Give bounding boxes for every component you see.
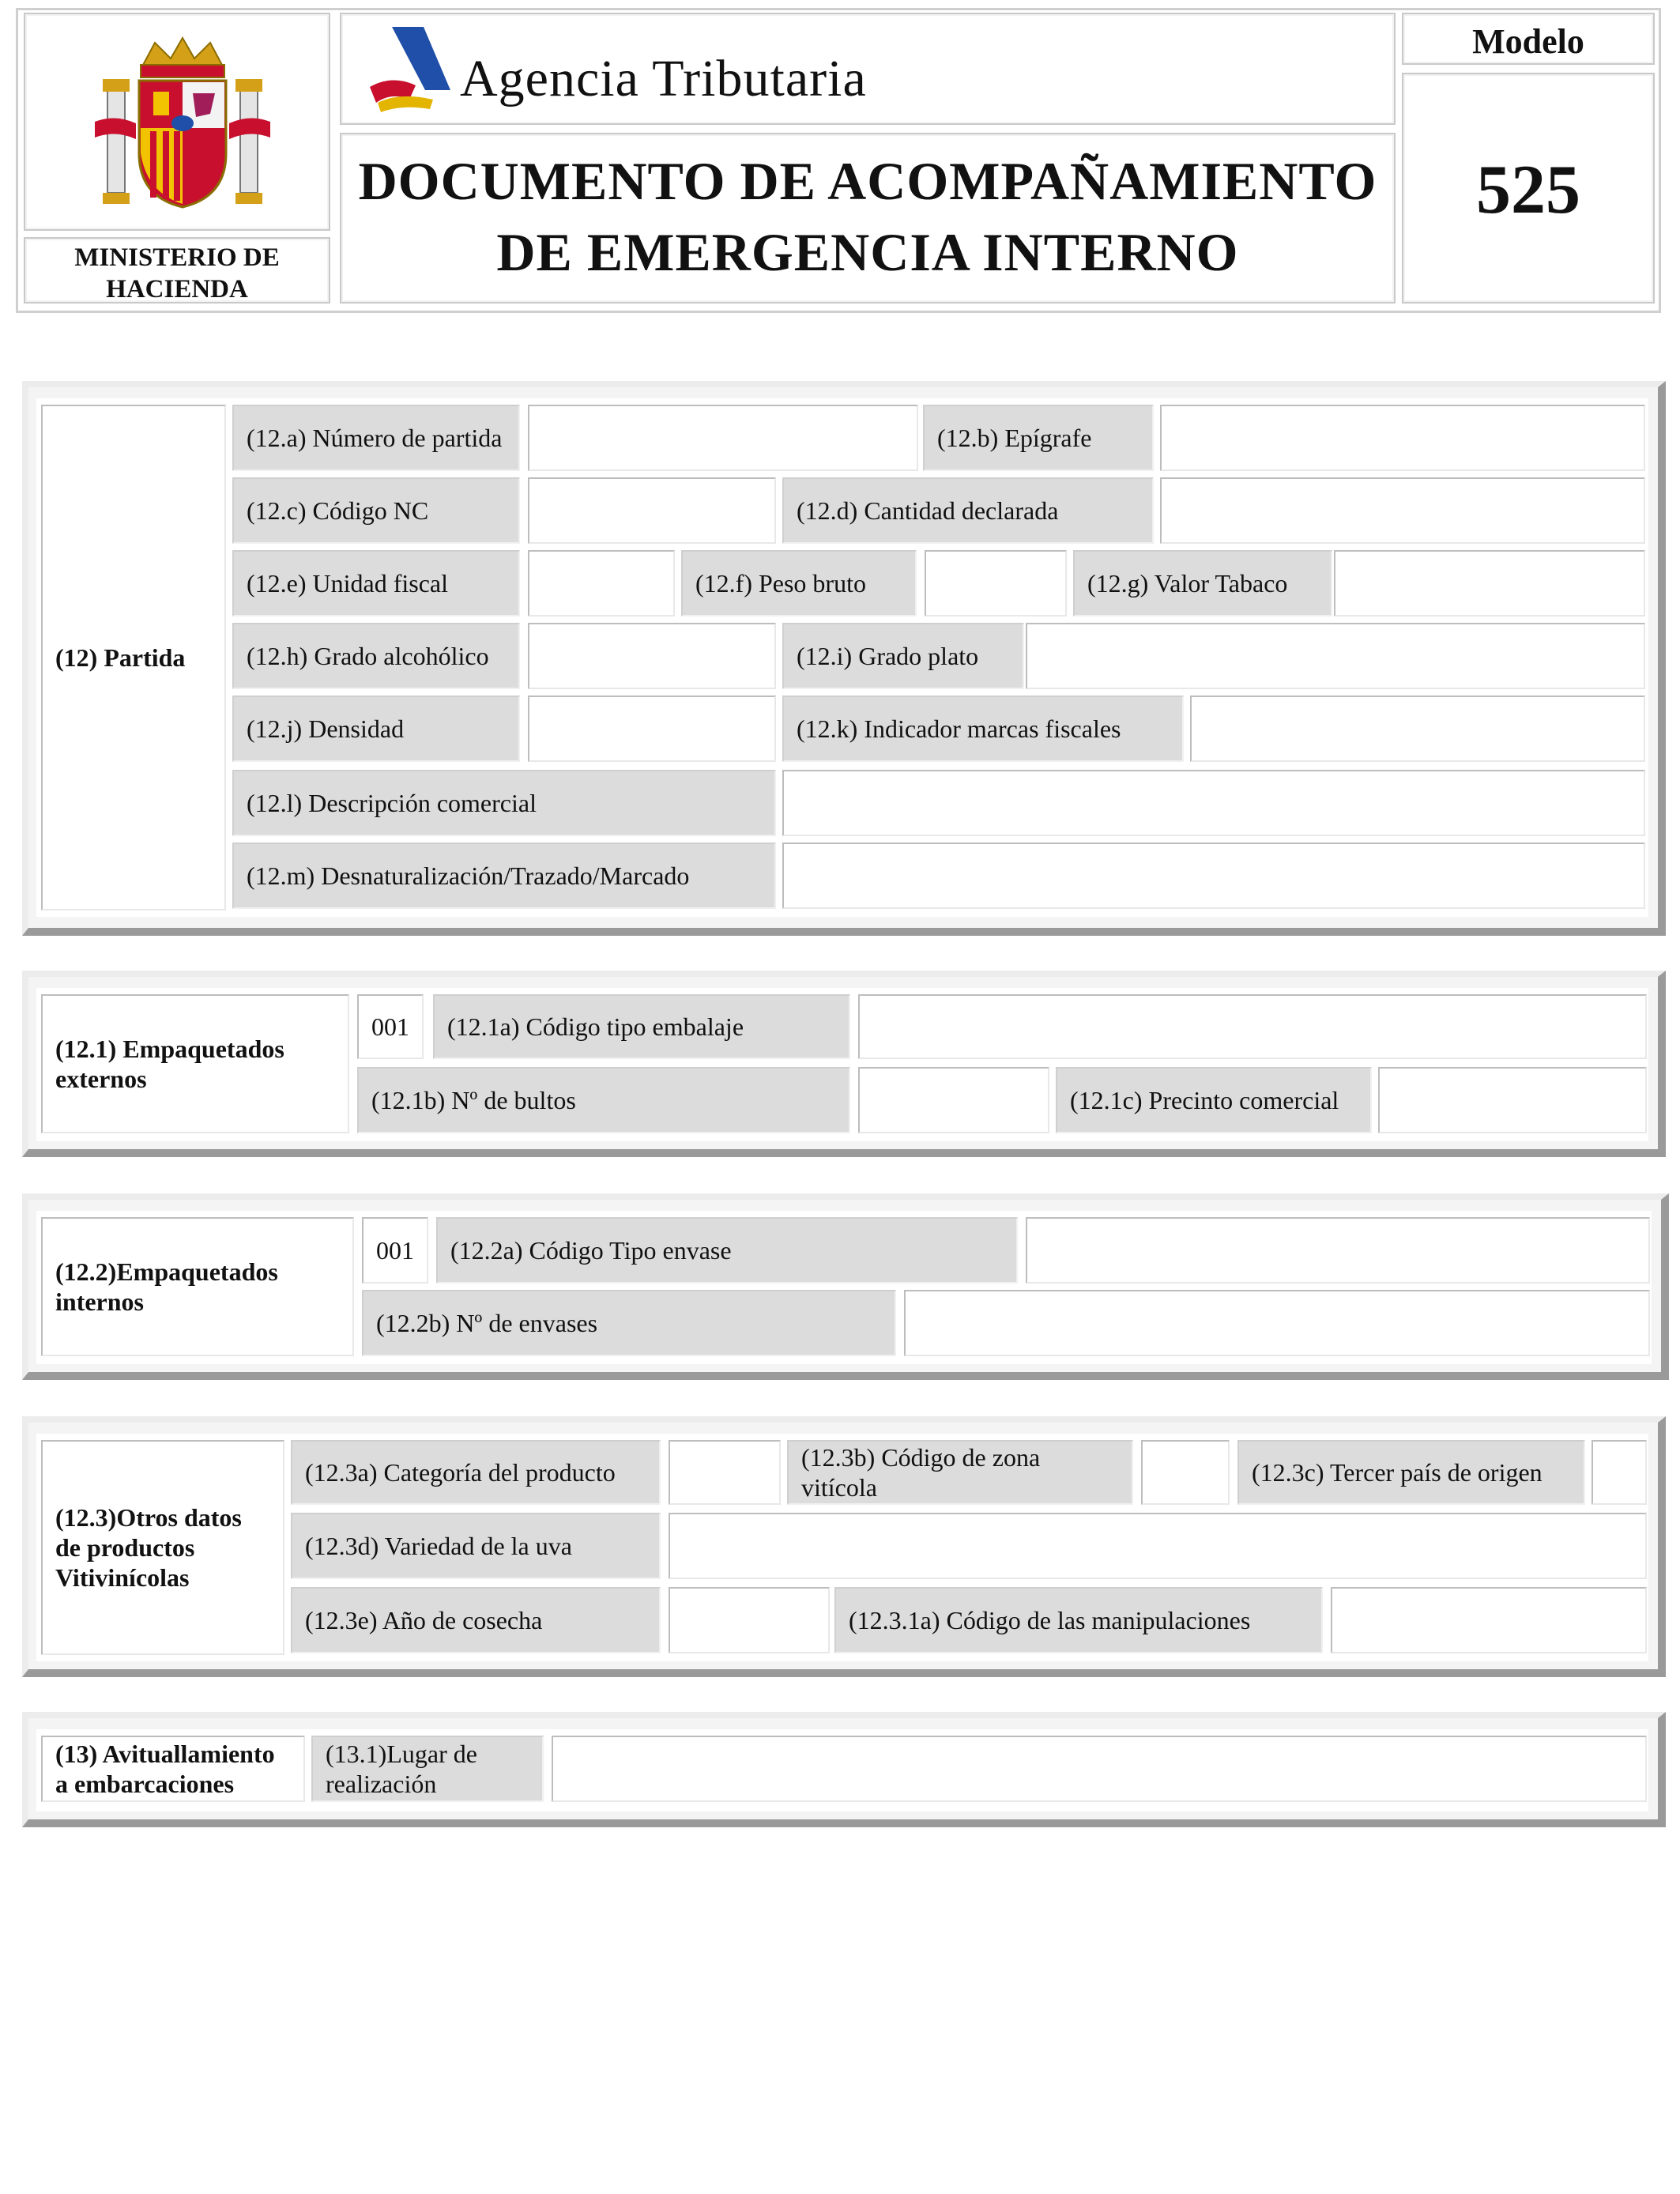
input-12-3c-tercer-pais-origen[interactable] (1591, 1440, 1647, 1505)
input-12k-indicador-marcas-fiscales[interactable] (1190, 696, 1645, 762)
label-12k: (12.k) Indicador marcas fiscales (782, 696, 1184, 762)
input-12g-valor-tabaco[interactable] (1334, 550, 1645, 616)
label-12g: (12.g) Valor Tabaco (1073, 550, 1332, 616)
label-13-1: (13.1)Lugar de realización (311, 1736, 544, 1802)
input-12-3b-codigo-zona-viticola[interactable] (1141, 1440, 1230, 1505)
label-12-3c: (12.3c) Tercer país de origen (1237, 1440, 1585, 1505)
label-12j: (12.j) Densidad (232, 696, 520, 762)
document-title-line-2: DE EMERGENCIA INTERNO (496, 222, 1239, 282)
input-12e-unidad-fiscal[interactable] (528, 550, 675, 616)
label-12-1b: (12.1b) Nº de bultos (357, 1067, 850, 1133)
input-12-3-1a-codigo-manipulaciones[interactable] (1331, 1587, 1647, 1653)
input-12f-peso-bruto[interactable] (925, 550, 1067, 616)
input-12-1a-codigo-tipo-embalaje[interactable] (858, 994, 1647, 1059)
input-12-3e-ano-cosecha[interactable] (669, 1587, 830, 1653)
input-12a-numero-partida[interactable] (528, 405, 918, 471)
label-12-3d: (12.3d) Variedad de la uva (291, 1513, 661, 1579)
label-12-3a: (12.3a) Categoría del producto (291, 1440, 661, 1505)
input-12-1c-precinto-comercial[interactable] (1378, 1067, 1647, 1133)
spain-coat-of-arms-icon (92, 35, 273, 217)
label-12i: (12.i) Grado plato (782, 623, 1024, 689)
label-12-1a: (12.1a) Código tipo embalaje (433, 994, 850, 1059)
input-12m-desnaturalizacion[interactable] (782, 843, 1645, 909)
label-12l: (12.l) Descripción comercial (232, 770, 776, 836)
label-12f: (12.f) Peso bruto (681, 550, 917, 616)
label-12b: (12.b) Epígrafe (923, 405, 1154, 471)
input-12j-densidad[interactable] (528, 696, 776, 762)
label-12-3-1a: (12.3.1a) Código de las manipulaciones (834, 1587, 1323, 1653)
label-12m: (12.m) Desnaturalización/Trazado/Marcado (232, 843, 776, 909)
input-12h-grado-alcoholico[interactable] (528, 623, 776, 689)
title-box (340, 133, 1396, 303)
coat-of-arms-box (24, 13, 330, 231)
partida-title: (12) Partida (41, 405, 226, 910)
label-12d: (12.d) Cantidad declarada (782, 477, 1154, 544)
input-12c-codigo-nc[interactable] (528, 477, 776, 544)
modelo-number-box (1402, 73, 1655, 303)
label-12-2b: (12.2b) Nº de envases (362, 1290, 896, 1356)
externos-title: (12.1) Empaquetados externos (41, 994, 349, 1133)
input-12b-epigrafe[interactable] (1160, 405, 1645, 471)
label-12c: (12.c) Código NC (232, 477, 520, 544)
label-12h: (12.h) Grado alcohólico (232, 623, 520, 689)
input-12-1b-numero-bultos[interactable] (858, 1067, 1049, 1133)
input-13-1-lugar-realizacion[interactable] (552, 1736, 1647, 1802)
internos-title: (12.2)Empaquetados internos (41, 1217, 354, 1356)
input-12l-descripcion-comercial[interactable] (782, 770, 1645, 836)
modelo-number: 525 (1476, 152, 1580, 228)
label-12e: (12.e) Unidad fiscal (232, 550, 520, 616)
input-12-3a-categoria-producto[interactable] (669, 1440, 781, 1505)
label-12-3b: (12.3b) Código de zona vitícola (787, 1440, 1133, 1505)
vitivinicolas-title: (12.3)Otros datos de productos Vitivinícolas (41, 1440, 284, 1655)
externos-index: 001 (357, 994, 424, 1059)
avituallamiento-title: (13) Avituallamiento a embarcaciones (41, 1736, 305, 1802)
input-12-2b-numero-envases[interactable] (904, 1290, 1650, 1356)
input-12i-grado-plato[interactable] (1026, 623, 1645, 689)
agencia-name: Agencia Tributaria (460, 50, 867, 107)
label-12a: (12.a) Número de partida (232, 405, 520, 471)
modelo-label: Modelo (1402, 13, 1655, 65)
label-12-1c: (12.1c) Precinto comercial (1056, 1067, 1372, 1133)
internos-index: 001 (362, 1217, 428, 1284)
input-12-3d-variedad-uva[interactable] (669, 1513, 1647, 1579)
agencia-tributaria-logo-icon (360, 22, 454, 115)
label-12-2a: (12.2a) Código Tipo envase (436, 1217, 1018, 1284)
input-12-2a-codigo-tipo-envase[interactable] (1026, 1217, 1650, 1284)
agencia-box (340, 13, 1396, 125)
document-title-line-1: DOCUMENTO DE ACOMPAÑAMIENTO (358, 151, 1377, 211)
ministerio-label: MINISTERIO DE HACIENDA (24, 237, 330, 303)
input-12d-cantidad-declarada[interactable] (1160, 477, 1645, 544)
label-12-3e: (12.3e) Año de cosecha (291, 1587, 661, 1653)
